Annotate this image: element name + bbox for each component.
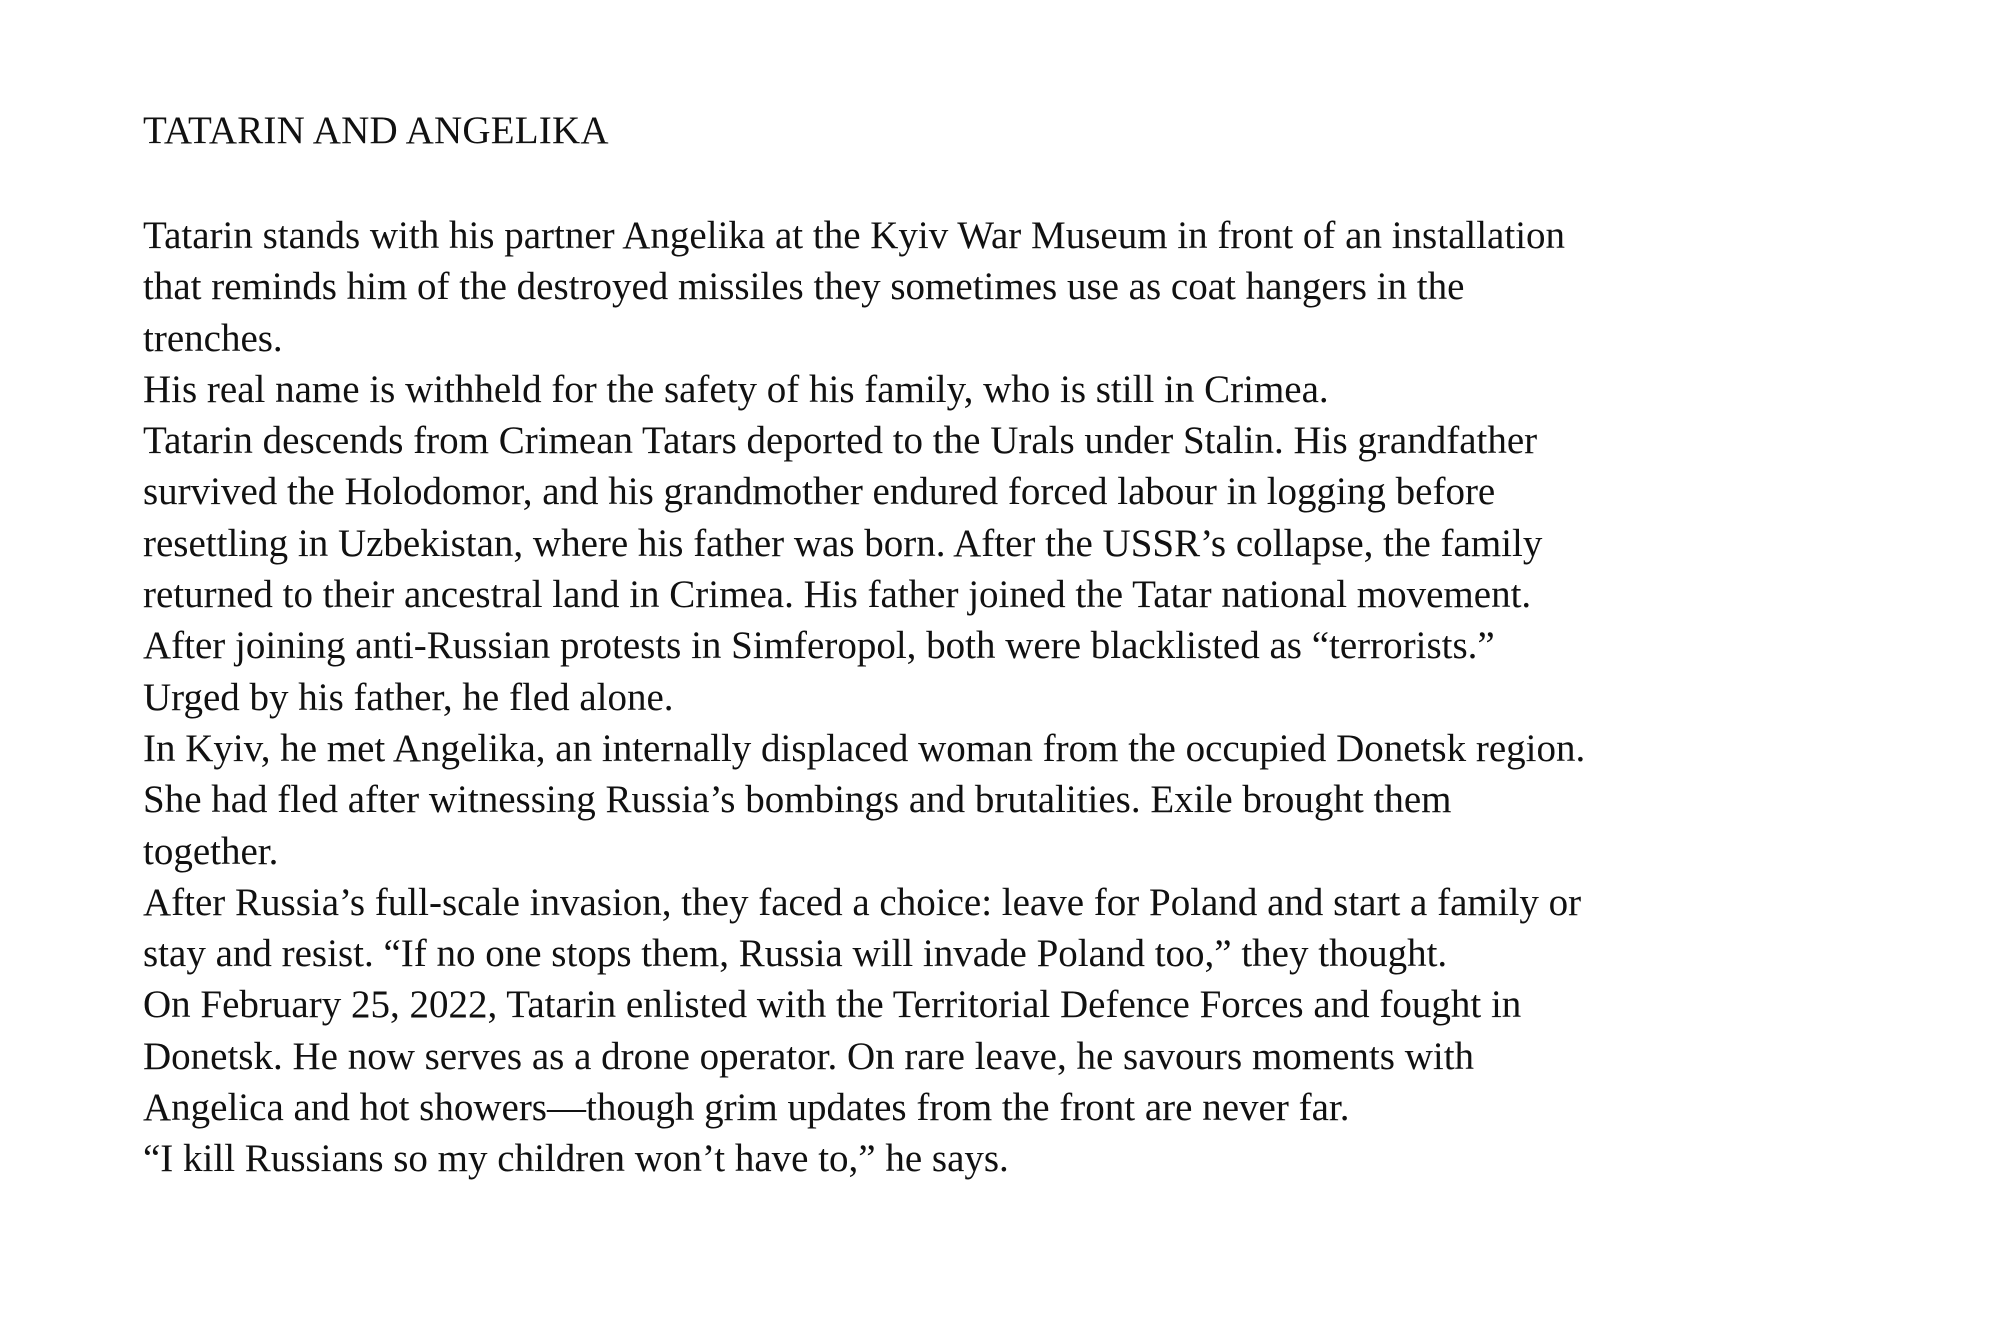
body-line: Angelica and hot showers—though grim updates from the front are never far. (143, 1086, 1350, 1130)
document-title: TATARIN AND ANGELIKA (143, 109, 609, 152)
body-line: survived the Holodomor, and his grandmother endured forced labour in logging before (143, 470, 1496, 514)
document-body (143, 210, 1933, 1185)
body-line: In Kyiv, he met Angelika, an internally displaced woman from the occupied Donetsk region. (143, 726, 1586, 770)
body-line: She had fled after witnessing Russia’s bombings and brutalities. Exile brought them (143, 778, 1452, 822)
body-line: trenches. (143, 316, 283, 360)
body-line: Tatarin stands with his partner Angelika at the Kyiv War Museum in front of an installation (143, 214, 1566, 257)
body-line: stay and resist. “If no one stops them, Russia will invade Poland too,” they thought. (143, 932, 1448, 976)
body-line: “I kill Russians so my children won’t have to,” he says. (143, 1137, 1009, 1181)
body-line: resettling in Uzbekistan, where his father was born. After the USSR’s collapse, the family (143, 521, 1543, 565)
body-line: After Russia’s full-scale invasion, they faced a choice: leave for Poland and start a family or (143, 880, 1582, 924)
body-line: Donetsk. He now serves as a drone operator. On rare leave, he savours moments with (143, 1034, 1475, 1078)
body-line: that reminds him of the destroyed missiles they sometimes use as coat hangers in the (143, 265, 1465, 309)
body-line: returned to their ancestral land in Crimea. His father joined the Tatar national movement. (143, 573, 1532, 617)
body-line: together. (143, 829, 279, 873)
body-line: On February 25, 2022, Tatarin enlisted with the Territorial Defence Forces and fought in (143, 983, 1522, 1027)
body-line: Urged by his father, he fled alone. (143, 675, 674, 719)
body-line: After joining anti-Russian protests in Simferopol, both were blacklisted as “terrorists.” (143, 624, 1495, 668)
body-line: Tatarin descends from Crimean Tatars deported to the Urals under Stalin. His grandfather (143, 419, 1538, 463)
body-line: His real name is withheld for the safety of his family, who is still in Crimea. (143, 367, 1329, 411)
